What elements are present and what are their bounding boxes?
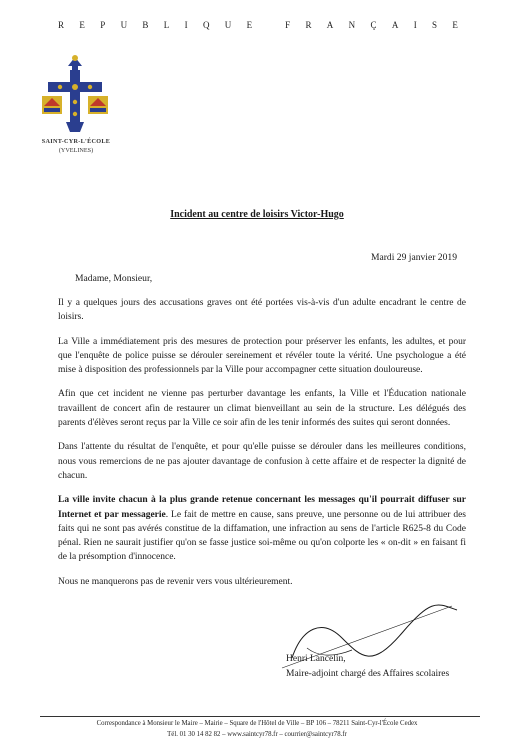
paragraph-5 [58,493,466,564]
closing-paragraph: Nous ne manquerons pas de revenir vers vous ultérieurement. [58,576,293,587]
header-letter: R [305,20,312,30]
header-letter: R [58,20,65,30]
crest-region: (YVELINES) [58,147,94,154]
crest-caption [26,137,126,155]
header-letter: P [100,20,106,30]
paragraph-4: Dans l'attente du résultat de l'enquête, et pour qu'elle puisse se dérouler dans les meilleures conditions, nous vous remercions de ne pas ajouter davantage de confusion à cette affaire et de respecter la dignité de chacun. [58,442,466,481]
republique-francaise-header [58,20,458,30]
header-letter: F [285,20,291,30]
header-letter: L [163,20,170,30]
letter-subject: Incident au centre de loisirs Victor-Hugo [170,209,344,220]
header-letter: I [413,20,417,30]
header-letter: U [224,20,232,30]
paragraph-1: Il y a quelques jours des accusations graves ont été portées vis-à-vis d'un adulte encadrant le centre de loisirs. [58,298,466,323]
signatory-title: Maire-adjoint chargé des Affaires scolaires [286,669,450,679]
header-letter: B [142,20,149,30]
header-letter: Ç [370,20,377,30]
header-letter: Q [202,20,210,30]
letter-body [58,296,466,599]
footer [0,719,514,740]
header-letter: N [348,20,356,30]
signatory-name: Henri Lancelin, [286,654,346,664]
header-letter: U [120,20,128,30]
footer-contact: Tél. 01 30 14 82 82 – www.saintcyr78.fr – courrier@saintcyr78.fr [167,730,347,738]
footer-divider [40,716,480,717]
header-letter: A [391,20,399,30]
letter-date: Mardi 29 janvier 2019 [370,252,457,263]
footer-address: Correspondance à Monsieur le Maire – Mairie – Square de l'Hôtel de Ville – BP 106 – 78211 Saint-Cyr-l'École Cedex [96,720,418,727]
letter-salutation: Madame, Monsieur, [75,273,153,284]
paragraph-5-rest: . Le fait de mettre en cause, sans preuve, une personne ou de lui attribuer des faits qui ne sont pas avérés constitue de la diffamation, une infraction au sens de l'article R625-8 du Code pénal. Rien ne saurait justifier qu'on se fasse justice soi-même ou qu'on colporte les « on-dit » en faisant fi de la présomption d'innocence. [58,509,466,563]
paragraph-2: La Ville a immédiatement pris des mesures de protection pour préserver les enfants, les adultes, et pour que l'enquête de police puisse se dérouler sereinement et révéler toute la vérité. Une psychologue a été mise à disposition des professionnels par la Ville pour accompagner cette situation douloureuse. [58,336,466,376]
header-letter: E [246,20,253,30]
header-letter [267,20,269,30]
paragraph-3: Afin que cet incident ne vienne pas perturber davantage les enfants, la Ville et l'Éducation nationale travaillent de concert afin de restaurer un climat bienveillant au sein de la structure. Les délégués des parents d'élèves seront reçus par la Ville ce soir afin de les tenir informés des suites qui seront données. [58,389,466,429]
header-letter: A [326,20,334,30]
header-letter: I [184,20,188,30]
header-letter: S [432,20,438,30]
city-crest-icon [40,52,110,134]
header-letter: E [79,20,85,30]
paragraph-5-bold: La ville invite chacun à la plus grande retenue concernant les messages qu'il pourrait diffuser sur Internet et par messagerie [58,495,466,520]
crest-city-name: SAINT-CYR-L'ÉCOLE [41,138,111,145]
header-letter: E [452,20,458,30]
signature-block [286,652,486,682]
